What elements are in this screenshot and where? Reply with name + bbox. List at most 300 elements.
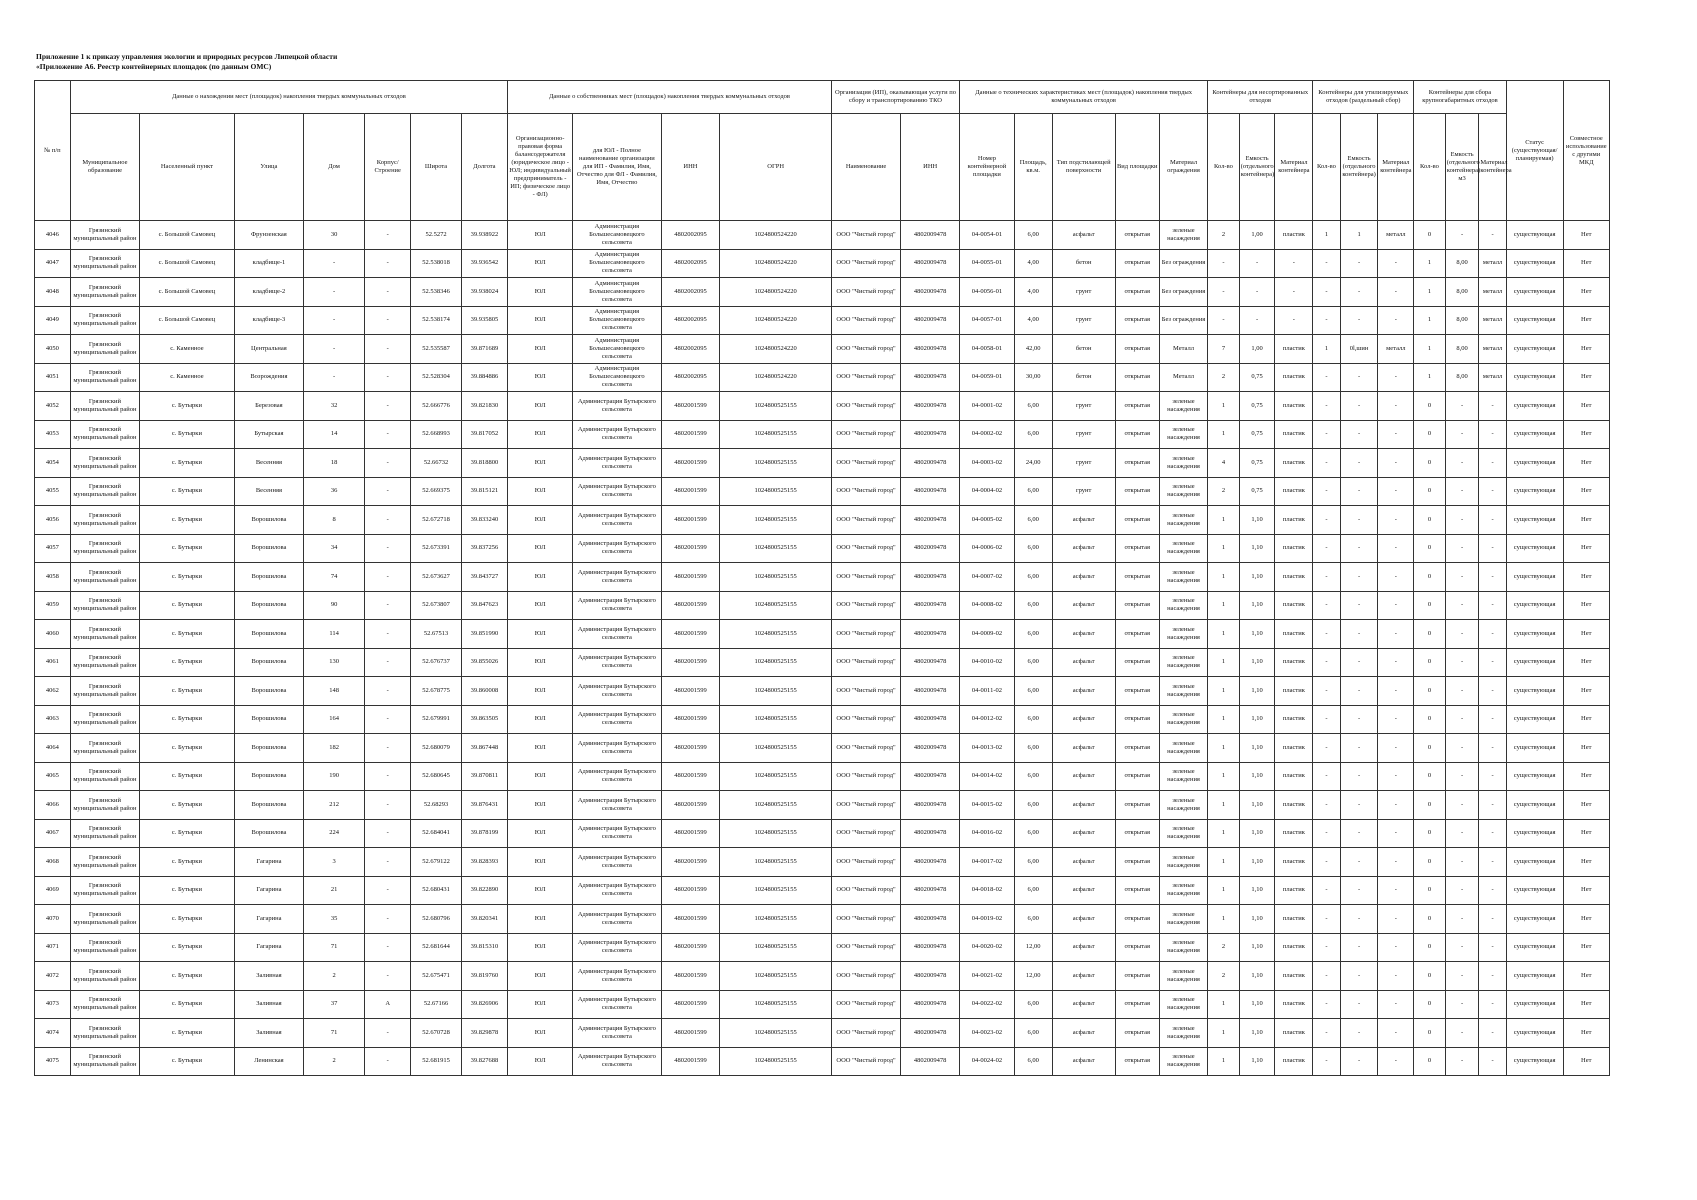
table-cell: 52.680796 [411,905,461,934]
table-cell: Гагарина [234,933,303,962]
table-cell: 0 [1414,591,1446,620]
table-cell: 114 [304,620,365,649]
table-cell: 1,10 [1239,1047,1275,1076]
table-cell: 0 [1414,933,1446,962]
table-cell: Нет [1563,905,1610,934]
table-cell: - [1313,534,1340,563]
table-cell: с. Бутырки [140,591,235,620]
table-cell: с. Бутырки [140,791,235,820]
table-cell: - [304,306,365,335]
table-cell: пластик [1275,677,1313,706]
table-cell: 4 [1208,449,1240,478]
table-cell: Грязинский муниципальный район [70,278,139,307]
table-cell: существующая [1506,249,1563,278]
table-cell: существующая [1506,620,1563,649]
table-cell: Ворошилова [234,677,303,706]
table-cell: - [1378,306,1414,335]
table-cell: Грязинский муниципальный район [70,819,139,848]
table-cell: 4802001599 [661,962,720,991]
table-cell: - [1445,1047,1479,1076]
table-cell: 4802001599 [661,449,720,478]
table-cell: 4802001599 [661,677,720,706]
table-cell: Бутырская [234,420,303,449]
table-cell: ООО "Чистый город" [831,534,900,563]
table-cell: зеленые насаждения [1159,420,1207,449]
table-cell: ООО "Чистый город" [831,734,900,763]
table-cell: 190 [304,762,365,791]
table-cell: - [1479,420,1506,449]
table-cell: существующая [1506,1047,1563,1076]
table-cell: 4802009478 [901,506,960,535]
table-cell: 1 [1414,335,1446,364]
table-cell: 4,00 [1014,306,1052,335]
table-cell: 4,00 [1014,278,1052,307]
table-cell: с. Бутырки [140,819,235,848]
table-cell: Нет [1563,477,1610,506]
table-cell: Грязинский муниципальный район [70,563,139,592]
table-cell: 1 [1208,1047,1240,1076]
table-cell: 4049 [35,306,71,335]
table-cell: 6,00 [1014,677,1052,706]
table-row [35,819,1610,848]
table-cell: 1 [1208,876,1240,905]
col-owner-ogrn: ОГРН [720,114,831,221]
table-cell: 4802001599 [661,591,720,620]
table-cell: Грязинский муниципальный район [70,905,139,934]
table-cell: 4071 [35,933,71,962]
table-cell: Ворошилова [234,648,303,677]
table-cell: металл [1479,306,1506,335]
table-cell: Заливная [234,990,303,1019]
col-fence: Материал ограждения [1159,114,1207,221]
table-cell: 39.829878 [461,1019,507,1048]
table-cell: Без ограждения [1159,306,1207,335]
table-cell: ООО "Чистый город" [831,392,900,421]
table-row [35,990,1610,1019]
table-cell: 71 [304,1019,365,1048]
table-cell: - [1340,905,1378,934]
table-cell: 6,00 [1014,848,1052,877]
table-cell: Весенняя [234,449,303,478]
table-cell: 6,00 [1014,734,1052,763]
table-cell: - [1313,933,1340,962]
table-cell: открытая [1115,990,1159,1019]
table-cell: 04-0021-02 [960,962,1015,991]
table-cell: - [1208,306,1240,335]
table-cell: Нет [1563,306,1610,335]
table-cell: 148 [304,677,365,706]
table-cell: ООО "Чистый город" [831,563,900,592]
table-row [35,335,1610,364]
table-cell: ЮЛ [508,648,573,677]
table-cell: 1 [1208,420,1240,449]
table-cell: 04-0012-02 [960,705,1015,734]
table-cell: - [1479,791,1506,820]
table-cell: - [1445,1019,1479,1048]
table-cell: зеленые насаждения [1159,791,1207,820]
table-cell: - [1313,1019,1340,1048]
table-cell: - [1479,563,1506,592]
table-cell: - [1378,677,1414,706]
table-cell: Администрация Бутырского сельсовета [573,420,661,449]
table-cell: 4802001599 [661,1047,720,1076]
table-cell: - [1445,620,1479,649]
table-cell: - [1445,819,1479,848]
table-cell: 7 [1208,335,1240,364]
table-cell: - [1378,477,1414,506]
table-cell: - [365,591,411,620]
table-cell: Грязинский муниципальный район [70,933,139,962]
table-cell: Ворошилова [234,705,303,734]
table-cell: ООО "Чистый город" [831,876,900,905]
table-cell: ЮЛ [508,477,573,506]
table-cell: 04-0058-01 [960,335,1015,364]
table-cell: пластик [1275,477,1313,506]
table-cell: 1 [1208,705,1240,734]
table-cell: - [1445,905,1479,934]
table-cell: Грязинский муниципальный район [70,420,139,449]
table-row [35,677,1610,706]
group-operator: Организация (ИП), оказывающая услуги по сбору и транспортированию ТКО [831,81,959,114]
table-cell: - [1479,705,1506,734]
table-cell: 52.676737 [411,648,461,677]
table-cell: - [304,249,365,278]
table-cell: Ленинская [234,1047,303,1076]
table-cell: открытая [1115,591,1159,620]
table-cell: - [1340,933,1378,962]
table-cell: - [1378,905,1414,934]
table-cell: - [1313,791,1340,820]
table-cell: пластик [1275,819,1313,848]
table-row [35,648,1610,677]
table-cell: 2 [1208,962,1240,991]
table-cell: 0,75 [1239,363,1275,392]
table-cell: 1 [1208,563,1240,592]
table-cell: - [365,1047,411,1076]
table-cell: 52.673391 [411,534,461,563]
table-cell: - [1378,534,1414,563]
table-cell: 1 [1208,1019,1240,1048]
table-cell: 0 [1414,734,1446,763]
table-cell: 4802009478 [901,1019,960,1048]
table-cell: Нет [1563,1047,1610,1076]
table-cell: ООО "Чистый город" [831,363,900,392]
table-cell: Администрация Бутырского сельсовета [573,1047,661,1076]
table-cell: - [1445,648,1479,677]
table-cell: 1024800524220 [720,363,831,392]
table-cell: ООО "Чистый город" [831,249,900,278]
table-cell: открытая [1115,249,1159,278]
table-cell: - [1479,506,1506,535]
table-cell: существующая [1506,762,1563,791]
table-cell: 4802001599 [661,848,720,877]
table-cell: - [1313,905,1340,934]
col-owner-name: для ЮЛ - Полное наименование организации для ИП - Фамилия, Имя, Отчество для ФЛ - Фамилия, Имя, Отчество [573,114,661,221]
table-body [35,221,1610,1076]
table-cell: 4802001599 [661,791,720,820]
table-cell: Ворошилова [234,534,303,563]
table-cell: 52.668993 [411,420,461,449]
table-cell: зеленые насаждения [1159,933,1207,962]
table-cell: Администрация Бутырского сельсовета [573,705,661,734]
table-cell: 8,00 [1445,306,1479,335]
table-cell: 1024800524220 [720,221,831,250]
table-cell: Администрация Большесамовецкого сельсовета [573,335,661,364]
table-cell: 1,10 [1239,534,1275,563]
table-cell: Администрация Бутырского сельсовета [573,449,661,478]
table-cell: зеленые насаждения [1159,762,1207,791]
table-cell: 3 [304,848,365,877]
table-cell: 1,10 [1239,591,1275,620]
table-cell: существующая [1506,534,1563,563]
table-cell: Администрация Бутырского сельсовета [573,905,661,934]
table-cell: ООО "Чистый город" [831,306,900,335]
table-cell: открытая [1115,420,1159,449]
table-cell: - [1340,363,1378,392]
table-cell: с. Бутырки [140,506,235,535]
table-cell: 39.826906 [461,990,507,1019]
table-cell: с. Бутырки [140,734,235,763]
table-cell: Грязинский муниципальный район [70,477,139,506]
document-heading [36,52,337,72]
table-cell: Администрация Бутырского сельсовета [573,848,661,877]
table-cell: - [1340,249,1378,278]
table-cell: существующая [1506,962,1563,991]
col-bulky-qty: Кол-во [1414,114,1446,221]
table-cell: Ворошилова [234,563,303,592]
table-cell: - [1445,705,1479,734]
table-cell: - [1479,962,1506,991]
table-cell: Гагарина [234,905,303,934]
table-cell: 52.66732 [411,449,461,478]
table-cell: - [304,278,365,307]
table-cell: 6,00 [1014,620,1052,649]
table-cell: открытая [1115,905,1159,934]
table-cell: ЮЛ [508,848,573,877]
table-cell: Центральная [234,335,303,364]
table-cell: Грязинский муниципальный район [70,705,139,734]
table-cell: 4802002095 [661,363,720,392]
table-cell: Нет [1563,278,1610,307]
table-cell: ЮЛ [508,620,573,649]
table-cell: 1,10 [1239,791,1275,820]
table-cell: - [1313,591,1340,620]
table-cell: - [1378,876,1414,905]
table-cell: ЮЛ [508,762,573,791]
table-cell: пластик [1275,534,1313,563]
table-cell: - [1445,534,1479,563]
table-cell: ООО "Чистый город" [831,477,900,506]
table-cell: Грязинский муниципальный район [70,221,139,250]
table-cell: - [1445,221,1479,250]
table-cell: асфальт [1052,734,1115,763]
table-cell: 52.675471 [411,962,461,991]
table-cell: ООО "Чистый город" [831,962,900,991]
table-cell: Нет [1563,420,1610,449]
table-row [35,734,1610,763]
table-cell: существующая [1506,648,1563,677]
table-cell: зеленые насаждения [1159,563,1207,592]
group-location: Данные о нахождении мест (площадок) накопления твердых коммунальных отходов [70,81,507,114]
table-cell: 1024800525155 [720,762,831,791]
table-cell: открытая [1115,278,1159,307]
table-cell: - [1378,933,1414,962]
table-cell: с. Большой Самовец [140,221,235,250]
table-cell: - [1479,762,1506,791]
table-cell: 52.679122 [411,848,461,877]
table-cell: 52.669375 [411,477,461,506]
table-cell: Нет [1563,221,1610,250]
table-row [35,249,1610,278]
table-cell: ЮЛ [508,734,573,763]
table-cell: 1 [1208,677,1240,706]
table-cell: ООО "Чистый город" [831,620,900,649]
table-cell: кладбище-1 [234,249,303,278]
table-cell: 4802009478 [901,563,960,592]
table-cell: - [1378,819,1414,848]
table-cell: зеленые насаждения [1159,392,1207,421]
table-cell: 4802009478 [901,819,960,848]
table-cell: Металл [1159,363,1207,392]
table-cell: - [365,762,411,791]
table-cell: Ворошилова [234,819,303,848]
table-cell: 4802009478 [901,249,960,278]
table-cell: 39.828393 [461,848,507,877]
table-cell: Нет [1563,990,1610,1019]
table-cell: 4067 [35,819,71,848]
table-cell: 1024800525155 [720,591,831,620]
table-cell: - [1479,591,1506,620]
table-cell: 6,00 [1014,1019,1052,1048]
table-cell: 4058 [35,563,71,592]
table-cell: - [1378,962,1414,991]
table-cell: Грязинский муниципальный район [70,990,139,1019]
table-cell: Грязинский муниципальный район [70,791,139,820]
table-cell: - [1275,249,1313,278]
table-cell: 1024800525155 [720,1019,831,1048]
table-cell: - [365,506,411,535]
table-cell: 04-0006-02 [960,534,1015,563]
table-cell: 8 [304,506,365,535]
table-cell: Администрация Бутырского сельсовета [573,762,661,791]
table-cell: 8,00 [1445,278,1479,307]
table-cell: 0,75 [1239,449,1275,478]
table-cell: 04-0003-02 [960,449,1015,478]
table-cell: 0 [1414,534,1446,563]
table-cell: - [365,420,411,449]
table-cell: пластик [1275,762,1313,791]
table-cell: существующая [1506,1019,1563,1048]
col-unsorted-qty: Кол-во [1208,114,1240,221]
table-cell: ЮЛ [508,791,573,820]
table-cell: пластик [1275,1047,1313,1076]
table-cell: - [1313,620,1340,649]
table-cell: - [1479,392,1506,421]
table-cell: Грязинский муниципальный район [70,249,139,278]
table-cell: Нет [1563,933,1610,962]
table-cell: 1,00 [1239,335,1275,364]
table-cell: - [1445,762,1479,791]
table-cell: 4802001599 [661,933,720,962]
table-cell: - [1378,762,1414,791]
table-cell: 37 [304,990,365,1019]
table-cell: с. Бутырки [140,705,235,734]
table-cell: - [1313,278,1340,307]
table-cell: 04-0001-02 [960,392,1015,421]
table-cell: Нет [1563,819,1610,848]
table-cell: 1,10 [1239,506,1275,535]
table-cell: ЮЛ [508,933,573,962]
table-cell: - [1208,278,1240,307]
table-cell: с. Бутырки [140,677,235,706]
table-cell: ЮЛ [508,819,573,848]
table-cell: асфальт [1052,1047,1115,1076]
table-cell: с. Бутырки [140,449,235,478]
table-cell: 4075 [35,1047,71,1076]
table-cell: открытая [1115,848,1159,877]
table-row [35,534,1610,563]
col-legal-form: Организационно-правовая форма балансодержателя (юридическое лицо - ЮЛ; индивидуальный предприниматель - ИП; физическое лицо - ФЛ) [508,114,573,221]
table-cell: 4802009478 [901,420,960,449]
table-cell: 4802009478 [901,221,960,250]
table-cell: 39.822890 [461,876,507,905]
table-cell: 52.673807 [411,591,461,620]
table-cell: 4047 [35,249,71,278]
table-cell: существующая [1506,677,1563,706]
table-cell: 1,10 [1239,876,1275,905]
table-cell: открытая [1115,221,1159,250]
table-cell: 39.837256 [461,534,507,563]
table-cell: Администрация Большесамовецкого сельсовета [573,306,661,335]
table-cell: ООО "Чистый город" [831,506,900,535]
table-cell: 6,00 [1014,762,1052,791]
table-cell: 04-0008-02 [960,591,1015,620]
table-cell: 52.680079 [411,734,461,763]
table-cell: 4054 [35,449,71,478]
table-cell: - [365,249,411,278]
table-cell: 14 [304,420,365,449]
table-cell: асфальт [1052,1019,1115,1048]
table-cell: 1 [1414,306,1446,335]
table-cell: зеленые насаждения [1159,221,1207,250]
table-cell: Нет [1563,335,1610,364]
table-cell: 4802002095 [661,278,720,307]
table-cell: 1,10 [1239,563,1275,592]
table-cell: 1 [1208,534,1240,563]
table-cell: Нет [1563,705,1610,734]
table-cell: 4802001599 [661,534,720,563]
table-cell: - [1378,449,1414,478]
table-cell: Заливная [234,1019,303,1048]
table-header [35,81,1610,221]
table-cell: - [1340,791,1378,820]
table-cell: - [1378,620,1414,649]
table-cell: Нет [1563,392,1610,421]
table-cell: 1 [1208,648,1240,677]
table-cell: ЮЛ [508,278,573,307]
table-cell: 4802001599 [661,819,720,848]
table-cell: Грязинский муниципальный район [70,734,139,763]
table-cell: ЮЛ [508,363,573,392]
table-cell: 4064 [35,734,71,763]
table-cell: открытая [1115,876,1159,905]
table-cell: Ворошилова [234,734,303,763]
col-area: Площадь, кв.м. [1014,114,1052,221]
table-cell: бетон [1052,249,1115,278]
table-cell: 6,00 [1014,506,1052,535]
table-cell: - [1378,278,1414,307]
table-row [35,449,1610,478]
